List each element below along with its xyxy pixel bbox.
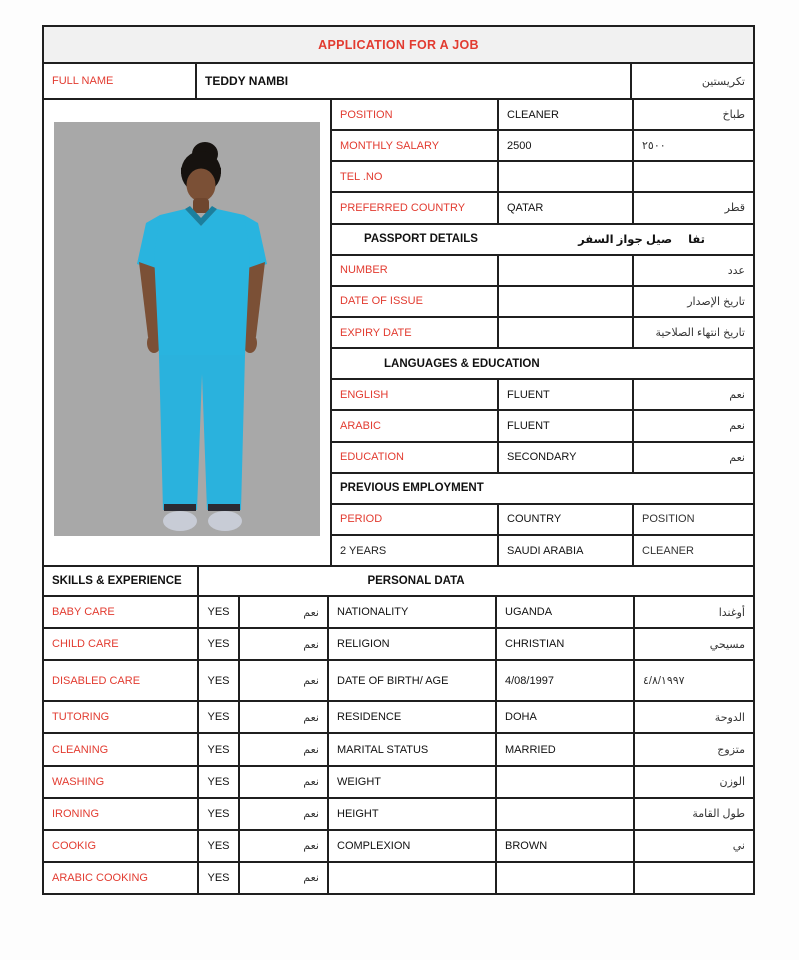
skill-yes: YES bbox=[199, 734, 240, 764]
tel-label: TEL .NO bbox=[332, 162, 499, 191]
skill-yes: YES bbox=[199, 831, 240, 861]
passport-number-value bbox=[499, 256, 634, 285]
employment-values-row bbox=[332, 536, 753, 565]
personal-value: DOHA bbox=[497, 702, 635, 732]
full-name-value: TEDDY NAMBI bbox=[197, 64, 632, 98]
passport-number-label: NUMBER bbox=[332, 256, 499, 285]
salary-value: 2500 bbox=[499, 131, 634, 160]
previous-employment-header bbox=[332, 474, 753, 505]
skill-label: TUTORING bbox=[44, 702, 199, 732]
personal-arabic: الوزن bbox=[719, 776, 745, 789]
personal-label: DATE OF BIRTH/ AGE bbox=[329, 661, 497, 700]
skill-yes-arabic: نعم bbox=[240, 597, 329, 627]
personal-arabic bbox=[635, 863, 753, 893]
languages-education-header bbox=[332, 349, 753, 380]
languages-education-title: LANGUAGES & EDUCATION bbox=[384, 357, 540, 370]
position-arabic: طباخ bbox=[722, 109, 745, 122]
employment-col-period: PERIOD bbox=[332, 505, 499, 534]
personal-label bbox=[329, 863, 497, 893]
personal-arabic: أوغندا bbox=[718, 606, 745, 619]
skills-personal-section bbox=[44, 597, 753, 893]
english-value: FLUENT bbox=[499, 380, 634, 409]
skill-yes: YES bbox=[199, 863, 240, 893]
expiry-date-arabic: تاريخ انتهاء الصلاحية bbox=[655, 327, 745, 340]
skill-yes-arabic: نعم bbox=[240, 702, 329, 732]
washing-row bbox=[44, 767, 753, 799]
passport-details-title-arabic bbox=[578, 232, 705, 246]
skill-label: CLEANING bbox=[44, 734, 199, 764]
arabic-row bbox=[332, 411, 753, 442]
skill-label: COOKIG bbox=[44, 831, 199, 861]
arabic-cooking-row bbox=[44, 863, 753, 893]
arabic-label: ARABIC bbox=[332, 411, 499, 440]
preferred-country-value: QATAR bbox=[499, 193, 634, 222]
employment-columns-row bbox=[332, 505, 753, 536]
personal-label: WEIGHT bbox=[329, 767, 497, 797]
passport-number-row bbox=[332, 256, 753, 287]
personal-arabic: طول القامة bbox=[692, 808, 745, 821]
personal-arabic: ني bbox=[732, 840, 745, 853]
personal-label: RESIDENCE bbox=[329, 702, 497, 732]
previous-employment-title: PREVIOUS EMPLOYMENT bbox=[340, 482, 484, 495]
skill-yes-arabic: نعم bbox=[240, 863, 329, 893]
skill-yes-arabic: نعم bbox=[240, 629, 329, 659]
middle-section bbox=[44, 100, 753, 567]
employment-col-country: COUNTRY bbox=[499, 505, 634, 534]
salary-row bbox=[332, 131, 753, 162]
personal-label: NATIONALITY bbox=[329, 597, 497, 627]
personal-arabic: متزوج bbox=[717, 744, 745, 757]
education-value: SECONDARY bbox=[499, 443, 634, 472]
passport-arabic-part-right: تفا bbox=[688, 234, 705, 247]
skill-label: DISABLED CARE bbox=[44, 661, 199, 700]
skill-yes: YES bbox=[199, 597, 240, 627]
employment-val-position: CLEANER bbox=[642, 544, 694, 557]
form-title-row bbox=[44, 27, 753, 64]
date-of-issue-arabic: تاريخ الإصدار bbox=[687, 295, 745, 308]
english-arabic: نعم bbox=[729, 389, 745, 402]
skill-label: IRONING bbox=[44, 799, 199, 829]
education-arabic: نعم bbox=[729, 451, 745, 464]
skills-personal-header-row bbox=[44, 567, 753, 597]
personal-label: RELIGION bbox=[329, 629, 497, 659]
personal-value bbox=[497, 799, 635, 829]
personal-label: MARITAL STATUS bbox=[329, 734, 497, 764]
date-of-issue-value bbox=[499, 287, 634, 316]
job-application-form bbox=[42, 25, 755, 895]
cooking-row bbox=[44, 831, 753, 863]
full-name-arabic: تكريستين bbox=[701, 75, 745, 88]
english-label: ENGLISH bbox=[332, 380, 499, 409]
personal-label: COMPLEXION bbox=[329, 831, 497, 861]
skill-label: CHILD CARE bbox=[44, 629, 199, 659]
personal-value: CHRISTIAN bbox=[497, 629, 635, 659]
full-name-row bbox=[44, 64, 753, 100]
personal-arabic: مسيحي bbox=[709, 638, 745, 651]
employment-val-country: SAUDI ARABIA bbox=[499, 536, 634, 565]
personal-label: HEIGHT bbox=[329, 799, 497, 829]
preferred-country-arabic: قطر bbox=[724, 202, 745, 215]
personal-value: MARRIED bbox=[497, 734, 635, 764]
position-row bbox=[332, 100, 753, 131]
skill-yes: YES bbox=[199, 629, 240, 659]
preferred-country-row bbox=[332, 193, 753, 224]
child-care-row bbox=[44, 629, 753, 661]
passport-number-arabic: عدد bbox=[727, 264, 745, 277]
expiry-date-value bbox=[499, 318, 634, 347]
personal-data-title: PERSONAL DATA bbox=[367, 575, 465, 587]
salary-arabic: ٢٥٠٠ bbox=[642, 140, 666, 153]
tel-arabic bbox=[634, 162, 753, 191]
passport-details-title: PASSPORT DETAILS bbox=[364, 233, 478, 246]
skill-yes: YES bbox=[199, 702, 240, 732]
skill-yes: YES bbox=[199, 661, 240, 700]
employment-col-position: POSITION bbox=[642, 513, 695, 526]
details-column bbox=[332, 100, 753, 565]
cleaning-row bbox=[44, 734, 753, 766]
skill-label: ARABIC COOKING bbox=[44, 863, 199, 893]
tel-value bbox=[499, 162, 634, 191]
tutoring-row bbox=[44, 702, 753, 734]
tel-row bbox=[332, 162, 753, 193]
skill-yes-arabic: نعم bbox=[240, 734, 329, 764]
personal-value: UGANDA bbox=[497, 597, 635, 627]
english-row bbox=[332, 380, 753, 411]
arabic-arabic: نعم bbox=[729, 420, 745, 433]
skill-yes-arabic: نعم bbox=[240, 799, 329, 829]
skill-yes-arabic: نعم bbox=[240, 831, 329, 861]
salary-label: MONTHLY SALARY bbox=[332, 131, 499, 160]
skill-yes: YES bbox=[199, 799, 240, 829]
arabic-value: FLUENT bbox=[499, 411, 634, 440]
personal-arabic: الدوحة bbox=[714, 711, 745, 724]
skill-yes-arabic: نعم bbox=[240, 767, 329, 797]
expiry-date-row bbox=[332, 318, 753, 349]
personal-arabic: ٤/٨/١٩٩٧ bbox=[643, 675, 685, 688]
disabled-care-row bbox=[44, 661, 753, 702]
applicant-photo bbox=[54, 122, 320, 536]
applicant-photo-figure bbox=[54, 122, 320, 536]
skill-yes: YES bbox=[199, 767, 240, 797]
personal-value bbox=[497, 767, 635, 797]
position-label: POSITION bbox=[332, 100, 499, 129]
form-title: APPLICATION FOR A JOB bbox=[318, 37, 479, 52]
position-value: CLEANER bbox=[499, 100, 634, 129]
expiry-date-label: EXPIRY DATE bbox=[332, 318, 499, 347]
personal-value: 4/08/1997 bbox=[497, 661, 635, 700]
skill-label: BABY CARE bbox=[44, 597, 199, 627]
passport-arabic-part-left: صيل جواز السفر bbox=[578, 234, 673, 247]
skill-label: WASHING bbox=[44, 767, 199, 797]
passport-details-header bbox=[332, 225, 753, 256]
date-of-issue-label: DATE OF ISSUE bbox=[332, 287, 499, 316]
education-label: EDUCATION bbox=[332, 443, 499, 472]
personal-value bbox=[497, 863, 635, 893]
skills-experience-title: SKILLS & EXPERIENCE bbox=[44, 567, 199, 595]
education-row bbox=[332, 443, 753, 474]
ironing-row bbox=[44, 799, 753, 831]
baby-care-row bbox=[44, 597, 753, 629]
date-of-issue-row bbox=[332, 287, 753, 318]
employment-val-period: 2 YEARS bbox=[332, 536, 499, 565]
skill-yes-arabic: نعم bbox=[240, 661, 329, 700]
full-name-label: FULL NAME bbox=[44, 64, 197, 98]
preferred-country-label: PREFERRED COUNTRY bbox=[332, 193, 499, 222]
photo-cell bbox=[44, 100, 332, 565]
personal-value: BROWN bbox=[497, 831, 635, 861]
